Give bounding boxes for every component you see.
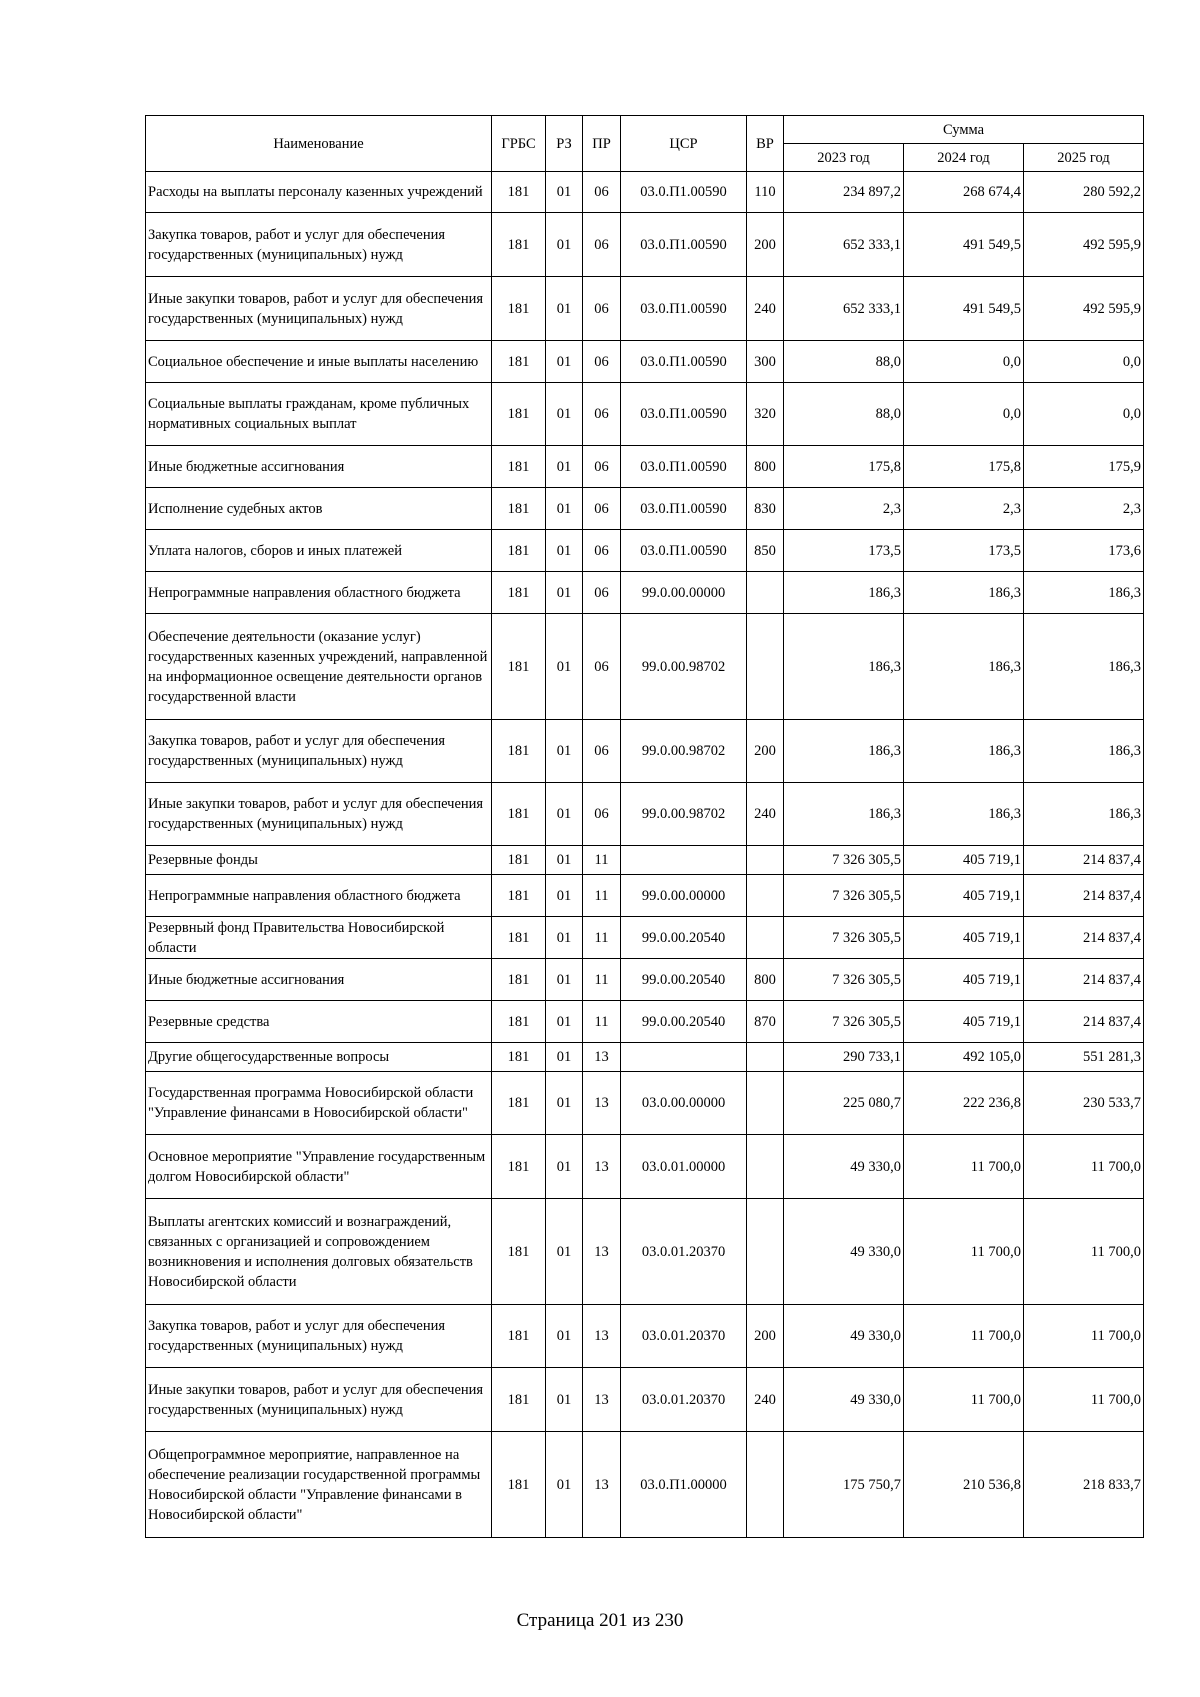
cell-name: Выплаты агентских комиссий и вознаграждений, связанных с организацией и сопровождением возникновения и исполнения долговых обязательств Новосибирской области	[146, 1199, 492, 1305]
table-row	[146, 488, 1144, 530]
cell-name: Непрограммные направления областного бюджета	[146, 875, 492, 917]
cell-sum-2023: 186,3	[784, 783, 904, 846]
cell-sum-2024: 492 105,0	[904, 1043, 1024, 1072]
cell-sum-2025: 11 700,0	[1024, 1135, 1144, 1199]
cell-rz: 01	[546, 213, 583, 277]
cell-sum-2025: 551 281,3	[1024, 1043, 1144, 1072]
cell-pr: 06	[583, 172, 621, 213]
cell-sum-2024: 405 719,1	[904, 1001, 1024, 1043]
cell-sum-2024: 210 536,8	[904, 1432, 1024, 1538]
cell-rz: 01	[546, 1072, 583, 1135]
cell-pr: 06	[583, 783, 621, 846]
table-row	[146, 1368, 1144, 1432]
cell-csr: 03.0.П1.00590	[621, 172, 747, 213]
cell-sum-2023: 49 330,0	[784, 1305, 904, 1368]
cell-rz: 01	[546, 1432, 583, 1538]
cell-csr: 03.0.01.00000	[621, 1135, 747, 1199]
cell-sum-2025: 186,3	[1024, 614, 1144, 720]
cell-grbs: 181	[492, 1043, 546, 1072]
cell-pr: 13	[583, 1368, 621, 1432]
cell-sum-2023: 186,3	[784, 572, 904, 614]
table-header	[146, 116, 1144, 172]
cell-sum-2025: 0,0	[1024, 383, 1144, 446]
cell-rz: 01	[546, 277, 583, 341]
cell-sum-2025: 11 700,0	[1024, 1368, 1144, 1432]
cell-sum-2024: 405 719,1	[904, 917, 1024, 959]
cell-sum-2023: 186,3	[784, 614, 904, 720]
table-row	[146, 1001, 1144, 1043]
cell-name: Иные бюджетные ассигнования	[146, 959, 492, 1001]
cell-vr: 830	[747, 488, 784, 530]
cell-vr	[747, 875, 784, 917]
table-row	[146, 1072, 1144, 1135]
cell-vr: 800	[747, 959, 784, 1001]
table-row	[146, 614, 1144, 720]
cell-sum-2024: 0,0	[904, 341, 1024, 383]
cell-pr: 06	[583, 488, 621, 530]
cell-sum-2024: 186,3	[904, 720, 1024, 783]
cell-sum-2025: 214 837,4	[1024, 917, 1144, 959]
cell-pr: 06	[583, 341, 621, 383]
cell-sum-2023: 49 330,0	[784, 1135, 904, 1199]
cell-vr	[747, 1043, 784, 1072]
cell-csr: 99.0.00.00000	[621, 875, 747, 917]
header-rz: РЗ	[546, 116, 583, 172]
table-row	[146, 172, 1144, 213]
cell-sum-2024: 186,3	[904, 783, 1024, 846]
header-vr: ВР	[747, 116, 784, 172]
cell-rz: 01	[546, 383, 583, 446]
cell-sum-2025: 173,6	[1024, 530, 1144, 572]
cell-sum-2024: 491 549,5	[904, 213, 1024, 277]
cell-pr: 11	[583, 875, 621, 917]
budget-table	[145, 115, 1144, 1538]
cell-name: Другие общегосударственные вопросы	[146, 1043, 492, 1072]
cell-pr: 13	[583, 1135, 621, 1199]
table-row	[146, 341, 1144, 383]
cell-vr: 800	[747, 446, 784, 488]
cell-rz: 01	[546, 1043, 583, 1072]
cell-grbs: 181	[492, 383, 546, 446]
cell-vr: 200	[747, 720, 784, 783]
cell-vr	[747, 1135, 784, 1199]
header-year-2023: 2023 год	[784, 144, 904, 172]
cell-sum-2023: 652 333,1	[784, 213, 904, 277]
cell-vr: 240	[747, 783, 784, 846]
cell-csr: 03.0.П1.00590	[621, 530, 747, 572]
cell-name: Резервный фонд Правительства Новосибирской области	[146, 917, 492, 959]
cell-csr: 03.0.01.20370	[621, 1368, 747, 1432]
cell-name: Резервные средства	[146, 1001, 492, 1043]
cell-name: Непрограммные направления областного бюджета	[146, 572, 492, 614]
cell-grbs: 181	[492, 572, 546, 614]
page-number: Страница 201 из 230	[516, 1610, 684, 1631]
table-row	[146, 846, 1144, 875]
cell-rz: 01	[546, 783, 583, 846]
table-row	[146, 1043, 1144, 1072]
cell-rz: 01	[546, 341, 583, 383]
cell-grbs: 181	[492, 846, 546, 875]
cell-sum-2024: 11 700,0	[904, 1368, 1024, 1432]
cell-grbs: 181	[492, 875, 546, 917]
cell-sum-2024: 405 719,1	[904, 875, 1024, 917]
cell-sum-2024: 175,8	[904, 446, 1024, 488]
cell-csr: 03.0.П1.00590	[621, 277, 747, 341]
table-row	[146, 959, 1144, 1001]
cell-vr: 200	[747, 1305, 784, 1368]
cell-sum-2023: 7 326 305,5	[784, 917, 904, 959]
cell-sum-2025: 218 833,7	[1024, 1432, 1144, 1538]
cell-sum-2025: 214 837,4	[1024, 959, 1144, 1001]
cell-vr: 850	[747, 530, 784, 572]
cell-sum-2024: 222 236,8	[904, 1072, 1024, 1135]
cell-csr: 99.0.00.98702	[621, 720, 747, 783]
cell-name: Расходы на выплаты персоналу казенных учреждений	[146, 172, 492, 213]
cell-sum-2023: 175,8	[784, 446, 904, 488]
cell-grbs: 181	[492, 341, 546, 383]
cell-pr: 06	[583, 277, 621, 341]
cell-csr: 03.0.П1.00590	[621, 446, 747, 488]
table-row	[146, 383, 1144, 446]
cell-sum-2024: 268 674,4	[904, 172, 1024, 213]
cell-vr	[747, 614, 784, 720]
cell-pr: 11	[583, 959, 621, 1001]
cell-pr: 13	[583, 1305, 621, 1368]
cell-grbs: 181	[492, 720, 546, 783]
cell-sum-2023: 88,0	[784, 383, 904, 446]
table-row	[146, 530, 1144, 572]
cell-name: Иные закупки товаров, работ и услуг для обеспечения государственных (муниципальных) нужд	[146, 1368, 492, 1432]
cell-grbs: 181	[492, 213, 546, 277]
cell-pr: 06	[583, 614, 621, 720]
header-csr: ЦСР	[621, 116, 747, 172]
cell-grbs: 181	[492, 959, 546, 1001]
cell-csr	[621, 846, 747, 875]
table-row	[146, 1199, 1144, 1305]
cell-sum-2023: 49 330,0	[784, 1199, 904, 1305]
cell-sum-2023: 173,5	[784, 530, 904, 572]
cell-sum-2024: 0,0	[904, 383, 1024, 446]
header-pr: ПР	[583, 116, 621, 172]
cell-sum-2025: 214 837,4	[1024, 1001, 1144, 1043]
cell-grbs: 181	[492, 530, 546, 572]
cell-rz: 01	[546, 1001, 583, 1043]
cell-csr: 03.0.П1.00590	[621, 383, 747, 446]
cell-sum-2023: 186,3	[784, 720, 904, 783]
cell-sum-2024: 405 719,1	[904, 959, 1024, 1001]
cell-vr: 300	[747, 341, 784, 383]
cell-vr: 320	[747, 383, 784, 446]
cell-rz: 01	[546, 1199, 583, 1305]
cell-rz: 01	[546, 572, 583, 614]
table-row	[146, 572, 1144, 614]
cell-sum-2023: 2,3	[784, 488, 904, 530]
cell-csr: 03.0.П1.00590	[621, 341, 747, 383]
cell-csr: 03.0.П1.00000	[621, 1432, 747, 1538]
cell-sum-2025: 280 592,2	[1024, 172, 1144, 213]
cell-vr: 240	[747, 277, 784, 341]
cell-name: Иные закупки товаров, работ и услуг для обеспечения государственных (муниципальных) нужд	[146, 277, 492, 341]
cell-sum-2023: 652 333,1	[784, 277, 904, 341]
cell-grbs: 181	[492, 783, 546, 846]
cell-csr: 99.0.00.98702	[621, 783, 747, 846]
cell-csr: 99.0.00.20540	[621, 1001, 747, 1043]
cell-rz: 01	[546, 614, 583, 720]
table-row	[146, 720, 1144, 783]
cell-sum-2023: 7 326 305,5	[784, 875, 904, 917]
cell-name: Основное мероприятие "Управление государственным долгом Новосибирской области"	[146, 1135, 492, 1199]
table-row	[146, 875, 1144, 917]
table-row	[146, 1432, 1144, 1538]
cell-name: Закупка товаров, работ и услуг для обеспечения государственных (муниципальных) нужд	[146, 720, 492, 783]
table-row	[146, 783, 1144, 846]
cell-sum-2024: 173,5	[904, 530, 1024, 572]
cell-sum-2024: 11 700,0	[904, 1199, 1024, 1305]
cell-grbs: 181	[492, 488, 546, 530]
cell-pr: 06	[583, 720, 621, 783]
table-row	[146, 446, 1144, 488]
cell-csr: 99.0.00.00000	[621, 572, 747, 614]
cell-name: Закупка товаров, работ и услуг для обеспечения государственных (муниципальных) нужд	[146, 1305, 492, 1368]
cell-sum-2023: 88,0	[784, 341, 904, 383]
cell-rz: 01	[546, 917, 583, 959]
cell-grbs: 181	[492, 172, 546, 213]
cell-vr	[747, 572, 784, 614]
cell-name: Исполнение судебных актов	[146, 488, 492, 530]
cell-sum-2024: 11 700,0	[904, 1305, 1024, 1368]
cell-sum-2025: 492 595,9	[1024, 277, 1144, 341]
cell-name: Иные бюджетные ассигнования	[146, 446, 492, 488]
cell-sum-2025: 186,3	[1024, 783, 1144, 846]
cell-name: Социальное обеспечение и иные выплаты населению	[146, 341, 492, 383]
cell-grbs: 181	[492, 446, 546, 488]
cell-sum-2025: 0,0	[1024, 341, 1144, 383]
cell-grbs: 181	[492, 277, 546, 341]
cell-sum-2023: 7 326 305,5	[784, 1001, 904, 1043]
cell-csr: 99.0.00.20540	[621, 917, 747, 959]
cell-sum-2025: 230 533,7	[1024, 1072, 1144, 1135]
cell-csr: 03.0.П1.00590	[621, 213, 747, 277]
cell-vr	[747, 1072, 784, 1135]
cell-sum-2023: 225 080,7	[784, 1072, 904, 1135]
cell-grbs: 181	[492, 1199, 546, 1305]
cell-sum-2025: 186,3	[1024, 572, 1144, 614]
cell-name: Общепрограммное мероприятие, направленное на обеспечение реализации государственной программы Новосибирской области "Управление финансами в Новосибирской области"	[146, 1432, 492, 1538]
cell-rz: 01	[546, 446, 583, 488]
cell-sum-2024: 186,3	[904, 614, 1024, 720]
cell-name: Иные закупки товаров, работ и услуг для обеспечения государственных (муниципальных) нужд	[146, 783, 492, 846]
header-sum: Сумма	[784, 116, 1144, 144]
header-grbs: ГРБС	[492, 116, 546, 172]
cell-pr: 13	[583, 1043, 621, 1072]
cell-sum-2023: 234 897,2	[784, 172, 904, 213]
cell-rz: 01	[546, 1305, 583, 1368]
cell-csr: 03.0.01.20370	[621, 1199, 747, 1305]
cell-rz: 01	[546, 875, 583, 917]
cell-vr: 110	[747, 172, 784, 213]
header-year-2025: 2025 год	[1024, 144, 1144, 172]
cell-sum-2024: 186,3	[904, 572, 1024, 614]
cell-pr: 13	[583, 1072, 621, 1135]
cell-sum-2024: 2,3	[904, 488, 1024, 530]
header-name: Наименование	[146, 116, 492, 172]
cell-rz: 01	[546, 1368, 583, 1432]
cell-pr: 06	[583, 213, 621, 277]
cell-grbs: 181	[492, 1432, 546, 1538]
cell-pr: 13	[583, 1432, 621, 1538]
cell-sum-2025: 214 837,4	[1024, 846, 1144, 875]
cell-vr	[747, 1432, 784, 1538]
cell-sum-2025: 492 595,9	[1024, 213, 1144, 277]
cell-csr: 99.0.00.20540	[621, 959, 747, 1001]
cell-sum-2024: 491 549,5	[904, 277, 1024, 341]
cell-sum-2023: 49 330,0	[784, 1368, 904, 1432]
cell-csr: 99.0.00.98702	[621, 614, 747, 720]
cell-name: Социальные выплаты гражданам, кроме публичных нормативных социальных выплат	[146, 383, 492, 446]
cell-csr: 03.0.01.20370	[621, 1305, 747, 1368]
cell-pr: 06	[583, 383, 621, 446]
cell-name: Резервные фонды	[146, 846, 492, 875]
cell-sum-2025: 2,3	[1024, 488, 1144, 530]
cell-sum-2023: 7 326 305,5	[784, 959, 904, 1001]
cell-sum-2024: 11 700,0	[904, 1135, 1024, 1199]
cell-grbs: 181	[492, 614, 546, 720]
cell-vr: 870	[747, 1001, 784, 1043]
cell-rz: 01	[546, 846, 583, 875]
cell-vr: 240	[747, 1368, 784, 1432]
cell-grbs: 181	[492, 1135, 546, 1199]
cell-vr	[747, 917, 784, 959]
cell-sum-2025: 11 700,0	[1024, 1305, 1144, 1368]
cell-pr: 11	[583, 917, 621, 959]
cell-name: Уплата налогов, сборов и иных платежей	[146, 530, 492, 572]
cell-pr: 06	[583, 446, 621, 488]
cell-rz: 01	[546, 959, 583, 1001]
cell-sum-2025: 214 837,4	[1024, 875, 1144, 917]
cell-csr	[621, 1043, 747, 1072]
cell-rz: 01	[546, 488, 583, 530]
cell-rz: 01	[546, 720, 583, 783]
cell-pr: 06	[583, 572, 621, 614]
cell-grbs: 181	[492, 1001, 546, 1043]
cell-name: Закупка товаров, работ и услуг для обеспечения государственных (муниципальных) нужд	[146, 213, 492, 277]
cell-sum-2023: 290 733,1	[784, 1043, 904, 1072]
cell-name: Обеспечение деятельности (оказание услуг) государственных казенных учреждений, направленной на информационное освещение деятельности органов государственной власти	[146, 614, 492, 720]
cell-sum-2024: 405 719,1	[904, 846, 1024, 875]
cell-grbs: 181	[492, 1368, 546, 1432]
cell-rz: 01	[546, 1135, 583, 1199]
cell-csr: 03.0.00.00000	[621, 1072, 747, 1135]
table-row	[146, 1305, 1144, 1368]
cell-grbs: 181	[492, 1072, 546, 1135]
cell-csr: 03.0.П1.00590	[621, 488, 747, 530]
cell-name: Государственная программа Новосибирской области "Управление финансами в Новосибирской области"	[146, 1072, 492, 1135]
cell-sum-2025: 186,3	[1024, 720, 1144, 783]
cell-sum-2025: 11 700,0	[1024, 1199, 1144, 1305]
header-year-2024: 2024 год	[904, 144, 1024, 172]
cell-pr: 11	[583, 1001, 621, 1043]
table-row	[146, 277, 1144, 341]
cell-sum-2023: 175 750,7	[784, 1432, 904, 1538]
cell-vr: 200	[747, 213, 784, 277]
table-row	[146, 917, 1144, 959]
cell-vr	[747, 846, 784, 875]
cell-sum-2025: 175,9	[1024, 446, 1144, 488]
cell-pr: 13	[583, 1199, 621, 1305]
table-body	[146, 172, 1144, 1538]
cell-sum-2023: 7 326 305,5	[784, 846, 904, 875]
table-row	[146, 213, 1144, 277]
cell-pr: 06	[583, 530, 621, 572]
cell-rz: 01	[546, 530, 583, 572]
cell-pr: 11	[583, 846, 621, 875]
cell-grbs: 181	[492, 1305, 546, 1368]
table-row	[146, 1135, 1144, 1199]
cell-rz: 01	[546, 172, 583, 213]
cell-vr	[747, 1199, 784, 1305]
cell-grbs: 181	[492, 917, 546, 959]
